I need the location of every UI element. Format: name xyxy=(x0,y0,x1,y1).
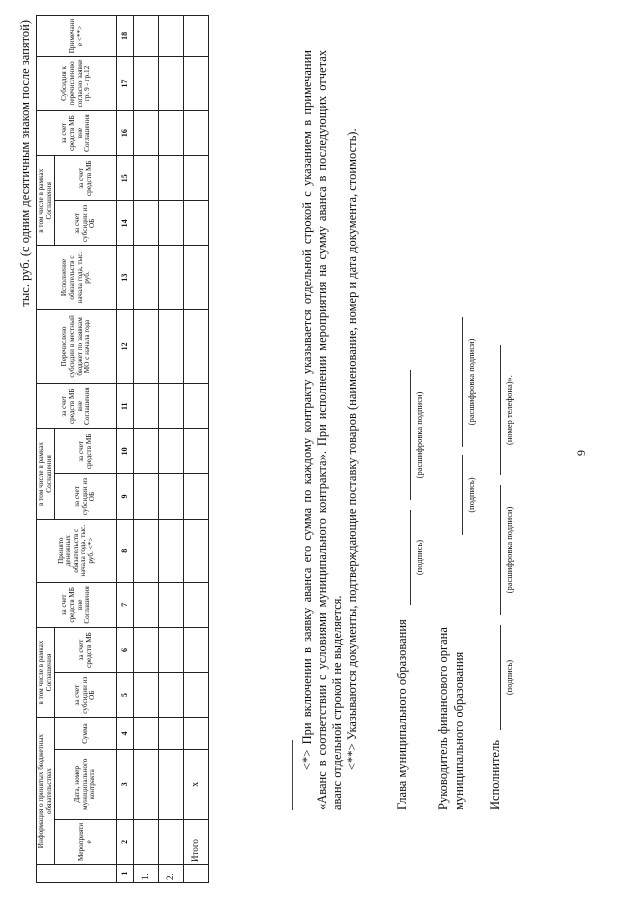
units-note: тыс. руб. (с одним десятичным знаком после запятой) xyxy=(18,20,32,307)
exec-sign-line xyxy=(500,625,501,730)
header-mb-outside-1: за счет средств МБ вне Соглашения xyxy=(37,582,117,627)
header-mb-outside-3: за счет средств МБ вне Соглашения xyxy=(37,111,117,156)
fin-caption-sign: (подпись) xyxy=(466,477,476,513)
header-empty xyxy=(37,864,117,882)
total-label: Итого xyxy=(184,819,209,864)
row-label: 1. xyxy=(134,864,159,882)
fin-caption-name: (расшифровка подписи) xyxy=(466,338,476,426)
row-label: 2. xyxy=(159,864,184,882)
header-incl-agreement-3: в том числе в рамках Соглашения xyxy=(37,156,55,246)
header-funds-mb-3: за счет средств МБ xyxy=(55,156,117,201)
page-number: 9 xyxy=(574,450,588,456)
exec-name-line xyxy=(500,485,501,615)
head-sign-line xyxy=(410,510,411,605)
column-number: 8 xyxy=(117,519,134,582)
footnote-advance: <*> При включении в заявку аванса его сумма по каждому контракту указывается отдельной строкой с указанием в примечании «Аванс в соответствии с условиями муниципального контракта». При исполнении мероприятия на сумму аванса в последующих отчетах аванс отдельной строкой не выделяется. xyxy=(300,50,344,810)
footnote-rule xyxy=(292,740,293,810)
head-caption-name: (расшифровка подписи) xyxy=(414,391,424,479)
column-number: 16 xyxy=(117,111,134,156)
column-number: 15 xyxy=(117,156,134,201)
header-funds-mb-1: за счет средств МБ xyxy=(55,627,117,672)
column-number: 10 xyxy=(117,429,134,474)
table-row xyxy=(159,16,184,883)
header-event: Мероприятие xyxy=(55,819,117,864)
fin-label-1: Руководитель финансового органа xyxy=(436,627,450,810)
header-info-group: Информация о принятых бюджетных обязательствах xyxy=(37,718,55,865)
header-fulfilled: Исполнение обязательств с начала года, тыс. руб. xyxy=(37,246,117,309)
column-number: 13 xyxy=(117,246,134,309)
fin-name-line xyxy=(462,317,463,447)
header-incl-agreement-1: в том числе в рамках Соглашения xyxy=(37,627,55,717)
table-row xyxy=(134,16,159,883)
obligations-table xyxy=(36,15,209,883)
column-number: 7 xyxy=(117,582,134,627)
header-subsidy-ob-3: за счет субсидии из ОБ xyxy=(55,201,117,246)
column-number: 12 xyxy=(117,309,134,384)
exec-caption-name: (расшифровка подписи) xyxy=(504,506,514,594)
header-subsidy-ob-2: за счет субсидии из ОБ xyxy=(55,474,117,519)
header-funds-mb-2: за счет средств МБ xyxy=(55,429,117,474)
header-incl-agreement-2: в том числе в рамках Соглашения xyxy=(37,429,55,519)
column-number: 11 xyxy=(117,384,134,429)
column-number: 6 xyxy=(117,627,134,672)
header-sum: Сумма xyxy=(55,718,117,750)
column-number: 2 xyxy=(117,819,134,864)
exec-phone-line xyxy=(500,345,501,475)
total-contract: х xyxy=(184,749,209,819)
column-numbers-row xyxy=(117,16,134,883)
exec-caption-phone: (номер телефона)». xyxy=(504,375,514,445)
header-subsidy-ob-1: за счет субсидии из ОБ xyxy=(55,673,117,718)
header-subsidy-transfer: Субсидия к перечислению согласно заявке гр. 9 - гр.12 xyxy=(37,56,117,110)
header-remark: Примечание <**> xyxy=(37,16,117,57)
fin-sign-line xyxy=(462,455,463,535)
head-label: Глава муниципального образования xyxy=(395,619,409,810)
header-accepted: Принято денежных обязательств с начала года, тыс. руб. <*> xyxy=(37,519,117,582)
column-number: 17 xyxy=(117,56,134,110)
column-number: 18 xyxy=(117,16,134,57)
exec-caption-sign: (подпись) xyxy=(504,659,514,696)
header-transferred: Перечислено субсидии в местный бюджет по заявкам МО с начала года xyxy=(37,309,117,384)
column-number: 3 xyxy=(117,749,134,819)
total-row xyxy=(184,16,209,883)
head-caption-sign: (подпись) xyxy=(414,539,424,576)
footnotes xyxy=(300,50,360,810)
fin-label-2: муниципального образования xyxy=(452,651,466,810)
head-name-line xyxy=(410,370,411,500)
column-number: 14 xyxy=(117,201,134,246)
column-number: 1 xyxy=(117,864,134,882)
exec-label: Исполнитель xyxy=(488,740,502,810)
column-number: 4 xyxy=(117,718,134,750)
footnote-documents: <**> Указываются документы, подтверждающие поставку товаров (наименование, номер и дата документа, стоимость). xyxy=(345,128,359,770)
column-number: 5 xyxy=(117,673,134,718)
header-contract: Дата, номер муниципального контракта xyxy=(55,749,117,819)
header-mb-outside-2: за счет средств МБ вне Соглашения xyxy=(37,384,117,429)
column-number: 9 xyxy=(117,474,134,519)
